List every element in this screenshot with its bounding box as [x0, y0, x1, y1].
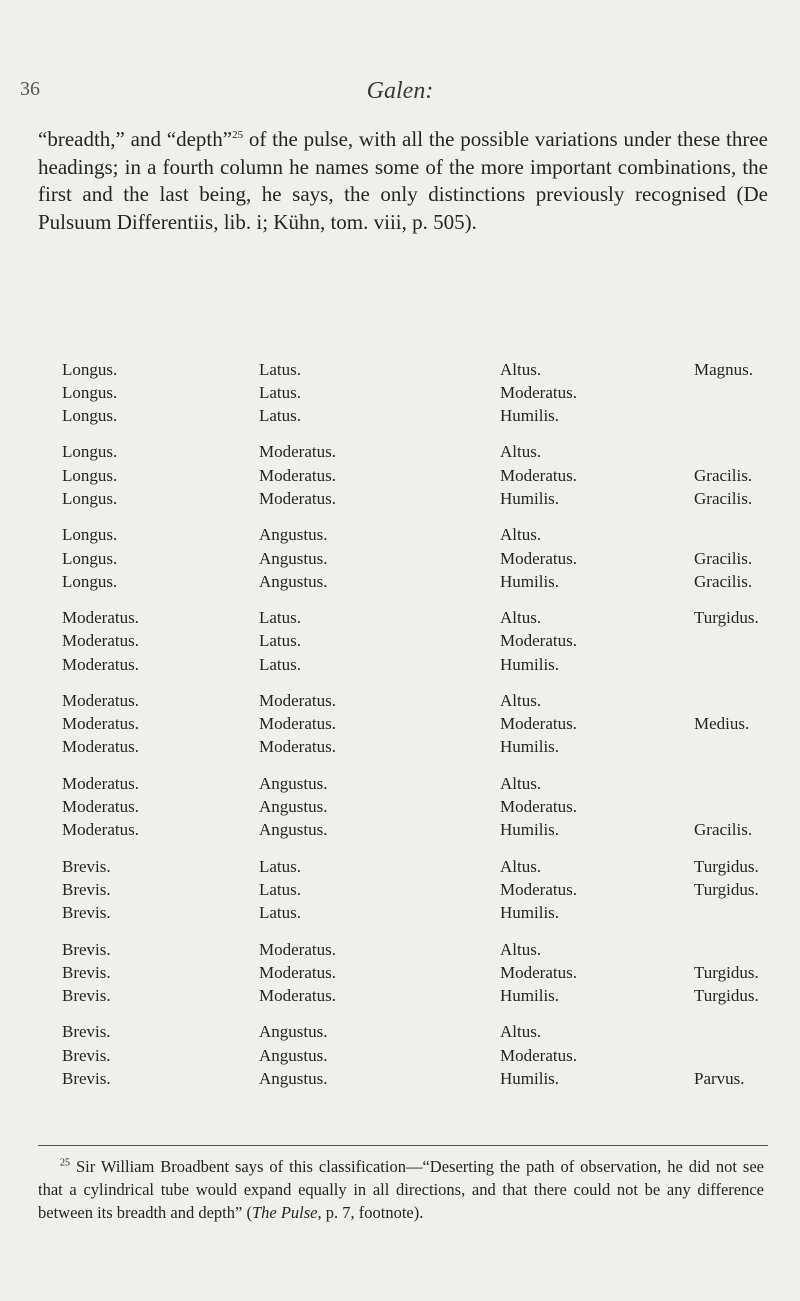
table-cell-c2: Angustus. — [259, 773, 328, 793]
table-cell-c1: Moderatus. — [62, 737, 139, 757]
table-cell-c4: Turgidus. — [694, 608, 759, 628]
table-cell-c3: Altus. — [500, 359, 542, 379]
table-cell-c4: Medius. — [694, 714, 750, 734]
table-cell-c3: Altus. — [500, 856, 542, 876]
table-cell-c3: Altus. — [500, 1022, 542, 1042]
table-row — [62, 984, 762, 1007]
table-cell-c2: Angustus. — [259, 525, 328, 545]
table-cell-c4: Gracilis. — [694, 488, 753, 508]
table-row — [62, 878, 762, 901]
table-cell-c4: Turgidus. — [694, 985, 759, 1005]
table-cell-c2: Latus. — [259, 405, 302, 425]
table-cell-c1: Brevis. — [62, 1022, 111, 1042]
table-row — [62, 1044, 762, 1067]
table-row — [62, 487, 762, 510]
table-cell-c2: Latus. — [259, 631, 302, 651]
table-cell-c1: Moderatus. — [62, 714, 139, 734]
table-cell-c2: Angustus. — [259, 1045, 328, 1065]
table-row — [62, 819, 762, 842]
table-cell-c1: Moderatus. — [62, 631, 139, 651]
table-cell-c3: Moderatus. — [500, 465, 577, 485]
table-cell-c1: Longus. — [62, 405, 118, 425]
table-cell-c3: Humilis. — [500, 820, 560, 840]
table-cell-c1: Longus. — [62, 465, 118, 485]
table-row — [62, 855, 762, 878]
table-cell-c4: Parvus. — [694, 1068, 745, 1088]
table-row — [62, 938, 762, 961]
table-cell-c4: Gracilis. — [694, 548, 753, 568]
table-row — [62, 524, 762, 547]
footnote-reference: 25 — [232, 129, 244, 141]
footnote — [38, 1155, 764, 1224]
table-cell-c2: Latus. — [259, 879, 302, 899]
table-cell-c3: Moderatus. — [500, 797, 577, 817]
footnote-text: Sir William Broadbent says of this classification—“Deserting the path of observation, he did not see that a cylindrical tube would expand equally in all directions, and that there could not be any difference between its breadth and depth” ( — [38, 1157, 764, 1222]
table-cell-c1: Longus. — [62, 571, 118, 591]
table-row — [62, 607, 762, 630]
table-cell-c2: Latus. — [259, 359, 302, 379]
table-cell-c3: Humilis. — [500, 903, 560, 923]
table-cell-c1: Longus. — [62, 548, 118, 568]
table-cell-c3: Humilis. — [500, 405, 560, 425]
table-cell-c4: Gracilis. — [694, 465, 753, 485]
table-cell-c1: Longus. — [62, 525, 118, 545]
table-cell-c2: Moderatus. — [259, 962, 336, 982]
table-cell-c1: Moderatus. — [62, 608, 139, 628]
table-group — [62, 441, 762, 511]
table-row — [62, 736, 762, 759]
table-cell-c1: Brevis. — [62, 985, 111, 1005]
table-cell-c1: Brevis. — [62, 856, 111, 876]
table-cell-c2: Angustus. — [259, 548, 328, 568]
table-cell-c1: Moderatus. — [62, 820, 139, 840]
table-cell-c2: Latus. — [259, 654, 302, 674]
table-row — [62, 464, 762, 487]
table-cell-c1: Brevis. — [62, 903, 111, 923]
running-title: Galen: — [366, 78, 434, 104]
table-cell-c3: Moderatus. — [500, 548, 577, 568]
table-cell-c1: Brevis. — [62, 1068, 111, 1088]
table-row — [62, 404, 762, 427]
table-cell-c1: Brevis. — [62, 962, 111, 982]
table-cell-c4: Turgidus. — [694, 856, 759, 876]
table-row — [62, 653, 762, 676]
table-row — [62, 441, 762, 464]
table-cell-c2: Latus. — [259, 382, 302, 402]
table-cell-c2: Moderatus. — [259, 714, 336, 734]
table-cell-c2: Angustus. — [259, 797, 328, 817]
table-row — [62, 570, 762, 593]
table-cell-c3: Altus. — [500, 939, 542, 959]
table-cell-c3: Moderatus. — [500, 879, 577, 899]
table-cell-c2: Moderatus. — [259, 939, 336, 959]
table-group — [62, 607, 762, 677]
table-cell-c1: Moderatus. — [62, 691, 139, 711]
table-group — [62, 524, 762, 594]
table-cell-c2: Moderatus. — [259, 985, 336, 1005]
table-row — [62, 1067, 762, 1090]
table-cell-c3: Humilis. — [500, 654, 560, 674]
table-cell-c3: Moderatus. — [500, 714, 577, 734]
table-cell-c2: Moderatus. — [259, 691, 336, 711]
paragraph-body: of the pulse, with all the possible variations under these three headings; in a fourth column he names some of the more important combinations, the first and the last being, he says, the only distinctions previously recognised (De Pulsuum Differentiis, lib. i; Kühn, tom. viii, p. 505). — [38, 127, 768, 234]
table-cell-c1: Brevis. — [62, 1045, 111, 1065]
table-cell-c3: Humilis. — [500, 1068, 560, 1088]
table-cell-c2: Moderatus. — [259, 488, 336, 508]
table-group — [62, 938, 762, 1008]
table-cell-c1: Brevis. — [62, 879, 111, 899]
table-group — [62, 772, 762, 842]
pulse-classification-table — [62, 358, 762, 1104]
table-group — [62, 1021, 762, 1091]
table-cell-c3: Moderatus. — [500, 962, 577, 982]
table-cell-c2: Moderatus. — [259, 737, 336, 757]
table-row — [62, 961, 762, 984]
table-row — [62, 358, 762, 381]
table-row — [62, 772, 762, 795]
table-cell-c1: Moderatus. — [62, 773, 139, 793]
table-cell-c3: Moderatus. — [500, 631, 577, 651]
table-row — [62, 713, 762, 736]
table-cell-c4: Magnus. — [694, 359, 754, 379]
table-row — [62, 547, 762, 570]
table-cell-c2: Moderatus. — [259, 442, 336, 462]
table-cell-c3: Moderatus. — [500, 382, 577, 402]
body-paragraph — [38, 126, 768, 236]
footnote-work-title: The Pulse — [251, 1203, 318, 1222]
table-cell-c4: Turgidus. — [694, 962, 759, 982]
table-row — [62, 381, 762, 404]
footnote-marker: 25 — [60, 1157, 70, 1169]
table-cell-c1: Longus. — [62, 382, 118, 402]
paragraph-lead-in: “breadth,” and “depth” — [38, 127, 233, 151]
table-cell-c4: Gracilis. — [694, 820, 753, 840]
table-cell-c2: Angustus. — [259, 571, 328, 591]
table-cell-c3: Moderatus. — [500, 1045, 577, 1065]
table-cell-c1: Longus. — [62, 488, 118, 508]
table-cell-c2: Latus. — [259, 856, 302, 876]
table-row — [62, 1021, 762, 1044]
table-cell-c2: Angustus. — [259, 1068, 328, 1088]
table-group — [62, 855, 762, 925]
table-cell-c3: Humilis. — [500, 985, 560, 1005]
table-cell-c3: Altus. — [500, 442, 542, 462]
table-group — [62, 689, 762, 759]
table-cell-c4: Turgidus. — [694, 879, 759, 899]
table-cell-c1: Longus. — [62, 442, 118, 462]
table-cell-c4: Gracilis. — [694, 571, 753, 591]
table-cell-c3: Humilis. — [500, 488, 560, 508]
footnote-citation: , p. 7, footnote). — [317, 1203, 424, 1222]
table-cell-c3: Altus. — [500, 608, 542, 628]
table-cell-c3: Altus. — [500, 773, 542, 793]
table-cell-c3: Altus. — [500, 691, 542, 711]
table-cell-c1: Longus. — [62, 359, 118, 379]
table-cell-c1: Moderatus. — [62, 797, 139, 817]
table-cell-c3: Humilis. — [500, 737, 560, 757]
page-number: 36 — [20, 78, 40, 100]
table-group — [62, 358, 762, 428]
table-cell-c1: Brevis. — [62, 939, 111, 959]
table-cell-c3: Humilis. — [500, 571, 560, 591]
table-row — [62, 902, 762, 925]
table-cell-c2: Latus. — [259, 903, 302, 923]
table-cell-c2: Latus. — [259, 608, 302, 628]
table-row — [62, 630, 762, 653]
table-cell-c2: Moderatus. — [259, 465, 336, 485]
table-cell-c1: Moderatus. — [62, 654, 139, 674]
table-cell-c2: Angustus. — [259, 1022, 328, 1042]
table-cell-c3: Altus. — [500, 525, 542, 545]
table-row — [62, 689, 762, 712]
table-cell-c2: Angustus. — [259, 820, 328, 840]
table-row — [62, 795, 762, 818]
footnote-divider — [38, 1145, 768, 1146]
